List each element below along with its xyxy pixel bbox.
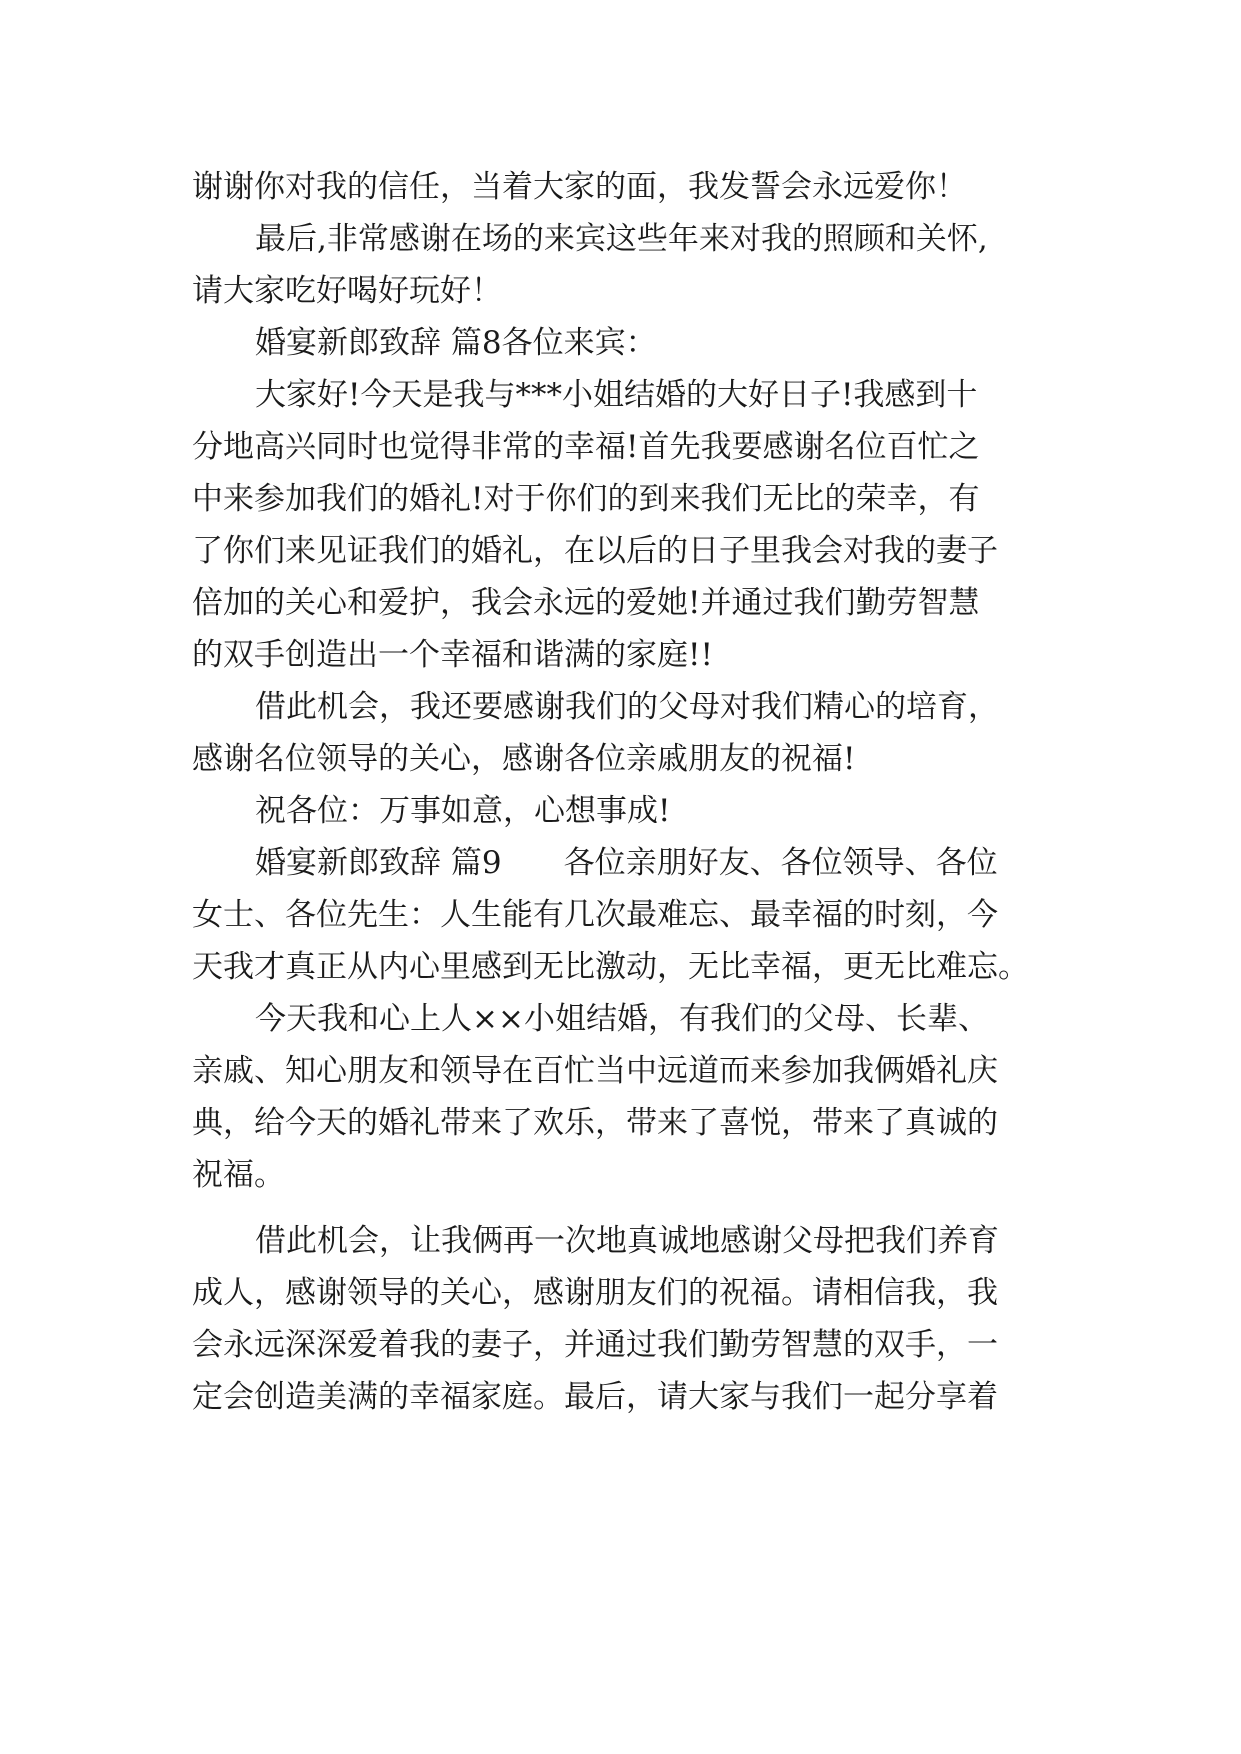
text-line: 谢谢你对我的信任，当着大家的面，我发誓会永远爱你！ bbox=[192, 169, 967, 205]
text-line: 成人，感谢领导的关心，感谢朋友们的祝福。请相信我，我 bbox=[192, 1275, 998, 1311]
section-heading: 婚宴新郎致辞 篇9 各位亲朋好友、各位领导、各位 bbox=[255, 845, 998, 881]
text-line: 会永远深深爱着我的妻子，并通过我们勤劳智慧的双手，一 bbox=[192, 1327, 998, 1363]
text-line: 分地高兴同时也觉得非常的幸福!首先我要感谢名位百忙之 bbox=[192, 429, 980, 465]
text-line: 祝各位：万事如意，心想事成! bbox=[255, 793, 671, 829]
text-line: 今天我和心上人××小姐结婚，有我们的父母、长辈、 bbox=[255, 1001, 989, 1037]
text-line: 最后,非常感谢在场的来宾这些年来对我的照顾和关怀, bbox=[255, 221, 988, 257]
text-line: 定会创造美满的幸福家庭。最后，请大家与我们一起分享着 bbox=[192, 1379, 998, 1415]
text-line: 亲戚、知心朋友和领导在百忙当中远道而来参加我俩婚礼庆 bbox=[192, 1053, 998, 1089]
text-line: 倍加的关心和爱护，我会永远的爱她!并通过我们勤劳智慧 bbox=[192, 585, 980, 621]
text-line: 大家好!今天是我与***小姐结婚的大好日子!我感到十 bbox=[255, 377, 978, 413]
text-line: 典，给今天的婚礼带来了欢乐，带来了喜悦，带来了真诚的 bbox=[192, 1105, 998, 1141]
text-line: 借此机会，让我俩再一次地真诚地感谢父母把我们养育 bbox=[255, 1223, 999, 1259]
text-line: 中来参加我们的婚礼!对于你们的到来我们无比的荣幸，有 bbox=[192, 481, 980, 517]
text-line: 天我才真正从内心里感到无比激动，无比幸福，更无比难忘。 bbox=[192, 949, 1029, 985]
text-line: 女士、各位先生：人生能有几次最难忘、最幸福的时刻，今 bbox=[192, 897, 998, 933]
text-line: 感谢名位领导的关心，感谢各位亲戚朋友的祝福! bbox=[192, 741, 856, 777]
section-heading: 婚宴新郎致辞 篇8各位来宾： bbox=[255, 325, 657, 361]
text-line: 请大家吃好喝好玩好！ bbox=[192, 273, 502, 309]
text-line: 祝福。 bbox=[192, 1157, 285, 1193]
text-line: 的双手创造出一个幸福和谐满的家庭!! bbox=[192, 637, 713, 673]
text-line: 借此机会，我还要感谢我们的父母对我们精心的培育， bbox=[255, 689, 999, 725]
text-line: 了你们来见证我们的婚礼，在以后的日子里我会对我的妻子 bbox=[192, 533, 998, 569]
